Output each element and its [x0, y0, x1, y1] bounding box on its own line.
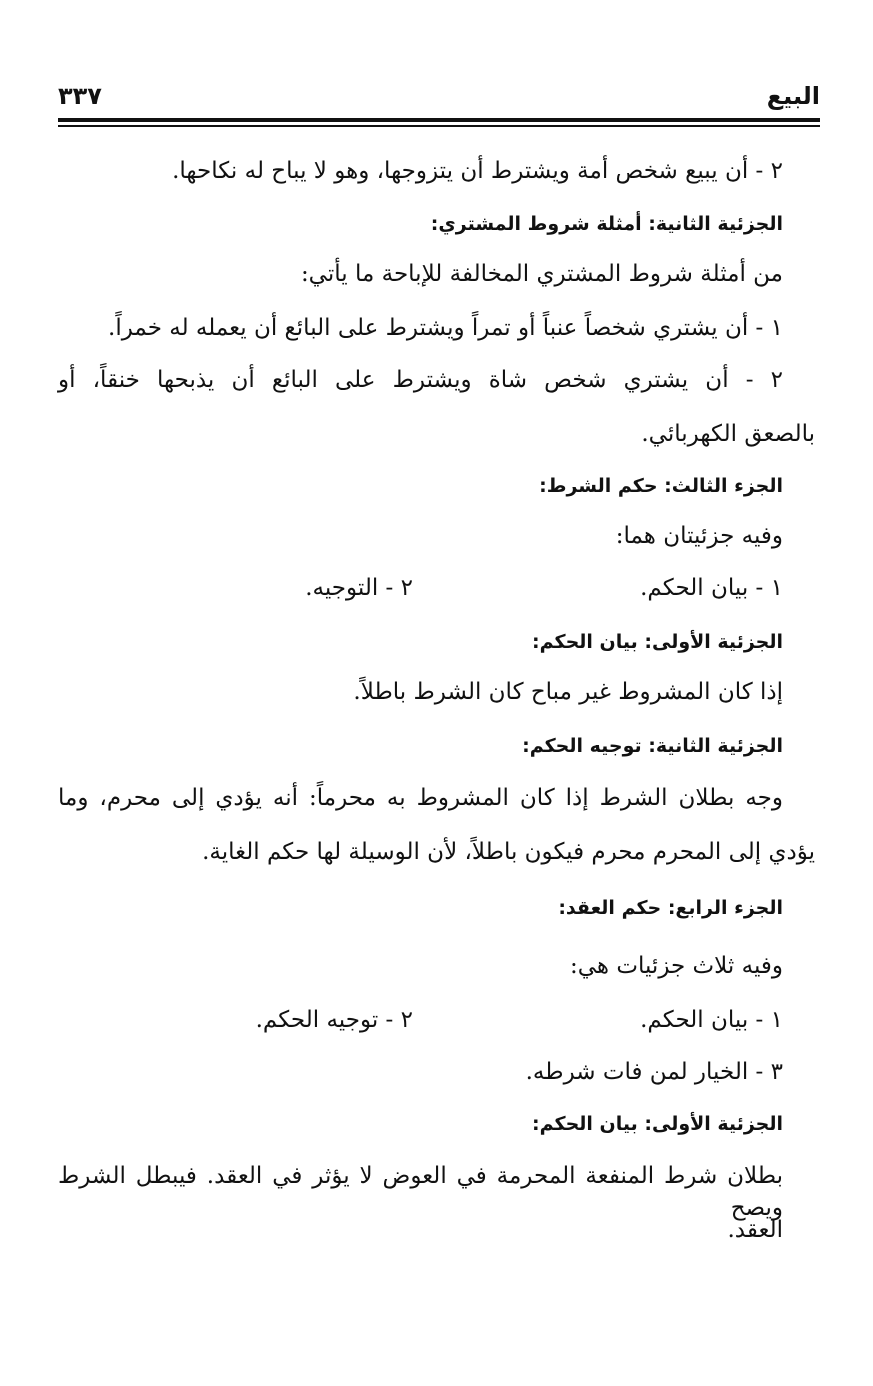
header-rule-thin — [58, 125, 820, 127]
text-line-4: ٢ - أن يشتري شخص شاة ويشترط على البائع أن يذبحها خنقاً، أو — [58, 367, 783, 393]
heading-part-three: الجزء الثالث: حكم الشرط: — [539, 475, 783, 497]
text-line-14: بطلان شرط المنفعة المحرمة في العوض لا يؤثر في العقد. فيبطل الشرط ويصح — [58, 1163, 783, 1221]
text-line-13: ٣ - الخيار لمن فات شرطه. — [525, 1059, 783, 1085]
text-line-2: من أمثلة شروط المشتري المخالفة للإباحة ما يأتي: — [300, 261, 783, 287]
heading-ruling-statement-2: الجزئية الأولى: بيان الحكم: — [532, 1113, 783, 1135]
heading-part-four: الجزء الرابع: حكم العقد: — [558, 897, 783, 919]
heading-buyer-conditions: الجزئية الثانية: أمثلة شروط المشتري: — [430, 213, 783, 235]
text-line-1: ٢ - أن يبيع شخص أمة ويشترط أن يتزوجها، وهو لا يباح له نكاحها. — [172, 158, 783, 184]
running-title: البيع — [766, 82, 820, 110]
page-number: ٣٣٧ — [58, 82, 102, 110]
heading-ruling-direction: الجزئية الثانية: توجيه الحكم: — [522, 735, 783, 757]
text-line-10: يؤدي إلى المحرم محرم فيكون باطلاً، لأن الوسيلة لها حكم الغاية. — [202, 839, 815, 865]
list-item-direction: ٢ - التوجيه. — [305, 575, 413, 601]
text-line-6: وفيه جزئيتان هما: — [615, 523, 783, 549]
text-line-5: بالصعق الكهربائي. — [641, 421, 815, 447]
list-item-direction-2: ٢ - توجيه الحكم. — [255, 1007, 413, 1033]
text-line-3: ١ - أن يشتري شخصاً عنباً أو تمراً ويشترط على البائع أن يعمله له خمراً. — [108, 315, 783, 341]
heading-ruling-statement: الجزئية الأولى: بيان الحكم: — [532, 631, 783, 653]
page-header — [58, 78, 820, 118]
text-line-15: العقد. — [727, 1217, 783, 1243]
text-line-8: إذا كان المشروط غير مباح كان الشرط باطلاً. — [353, 679, 783, 705]
text-line-11: وفيه ثلاث جزئيات هي: — [569, 953, 783, 979]
list-item-ruling: ١ - بيان الحكم. — [640, 575, 783, 601]
header-rule-thick — [58, 118, 820, 122]
text-line-9: وجه بطلان الشرط إذا كان المشروط به محرماً: أنه يؤدي إلى محرم، وما — [58, 785, 783, 811]
list-item-ruling-2: ١ - بيان الحكم. — [640, 1007, 783, 1033]
